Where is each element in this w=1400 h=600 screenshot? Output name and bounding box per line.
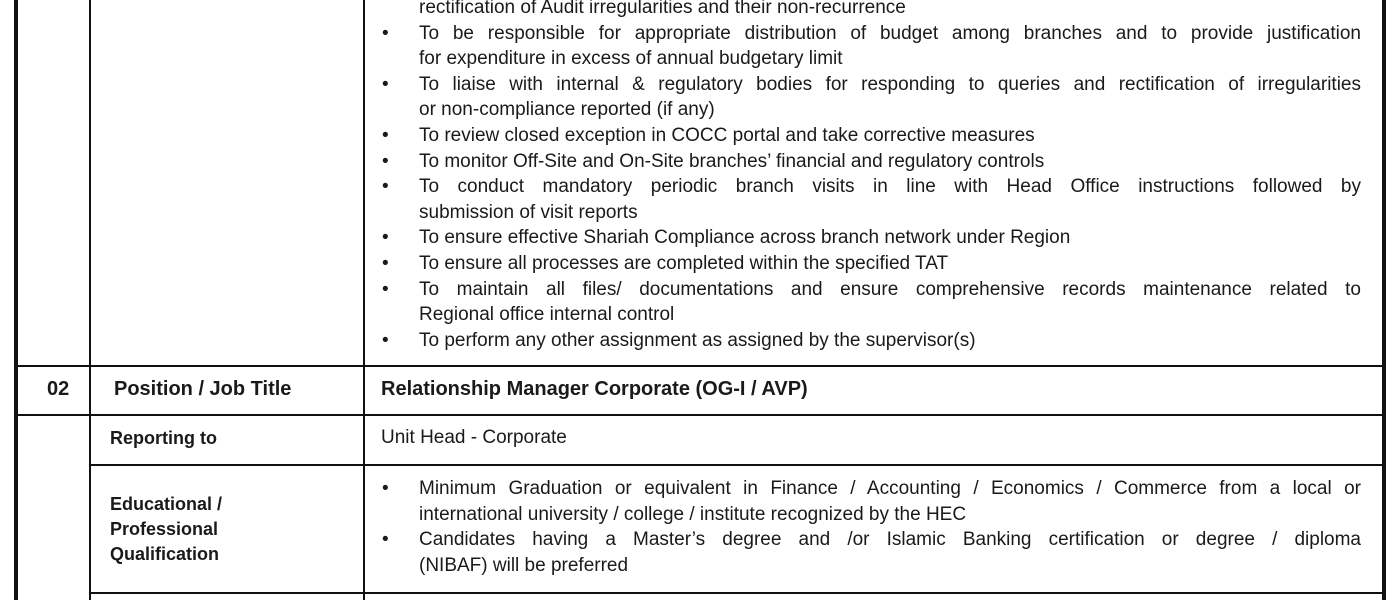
list-item-line: To ensure all processes are completed within the specified TAT — [419, 253, 949, 274]
row-divider-qualification — [89, 592, 1386, 594]
reporting-label: Reporting to — [110, 428, 217, 448]
bullet-icon: • — [382, 478, 389, 499]
list-item-line: (NIBAF) will be preferred — [419, 554, 629, 576]
list-item-line: for expenditure in excess of annual budgetary limit — [419, 48, 843, 70]
section-number: 02 — [47, 378, 70, 400]
row-divider-reporting — [89, 464, 1386, 466]
bullet-icon: • — [382, 176, 389, 198]
bullet-icon: • — [382, 125, 389, 146]
qualification-label-line3: Qualification — [110, 544, 220, 564]
position-value: Relationship Manager Corporate (OG-I / AVP) — [381, 378, 808, 400]
row-divider-section02-top — [14, 365, 1386, 367]
outer-left-border — [14, 0, 18, 600]
col-divider-label — [363, 0, 365, 600]
row-divider-position — [14, 414, 1386, 416]
list-item-line: Regional office internal control — [419, 304, 675, 326]
bullet-icon: • — [382, 150, 389, 172]
reporting-value: Unit Head - Corporate — [381, 427, 567, 448]
bullet-icon: • — [382, 253, 389, 274]
bullet-icon: • — [382, 278, 389, 300]
list-item-line: or non-compliance reported (if any) — [419, 99, 715, 121]
list-item-line: To maintain all files/ documentations and ensure comprehensive records maintenance related to — [419, 278, 1361, 300]
list-item-line: Minimum Graduation or equivalent in Finance / Accounting / Economics / Commerce from a local or — [419, 478, 1361, 499]
bullet-icon: • — [382, 73, 389, 95]
list-item-line: To review closed exception in COCC portal and take corrective measures — [419, 125, 1035, 146]
bullet-icon: • — [382, 529, 389, 550]
list-item-line: To liaise with internal & regulatory bodies for responding to queries and rectification of irregularities — [419, 73, 1361, 95]
bullet-icon: • — [382, 227, 389, 249]
list-item-line: To be responsible for appropriate distribution of budget among branches and to provide justification — [419, 22, 1361, 44]
qualification-label-line2: Professional — [110, 519, 219, 539]
list-item-line: To conduct mandatory periodic branch visits in line with Head Office instructions followed by — [419, 176, 1361, 198]
position-label: Position / Job Title — [114, 378, 292, 400]
list-item-line: rectification of Audit irregularities and their non-recurrence — [419, 0, 906, 18]
list-item-line: To monitor Off-Site and On-Site branches’ financial and regulatory controls — [419, 150, 1045, 172]
bullet-icon: • — [382, 22, 389, 44]
list-item-line: To perform any other assignment as assigned by the supervisor(s) — [419, 329, 976, 351]
list-item-line: To ensure effective Shariah Compliance across branch network under Region — [419, 227, 1071, 249]
qualification-label-line1: Educational / — [110, 494, 223, 514]
list-item-line: Candidates having a Master’s degree and /or Islamic Banking certification or degree / diploma — [419, 529, 1361, 550]
col-divider-number — [89, 0, 91, 600]
bullet-icon: • — [382, 329, 389, 351]
list-item-line: international university / college / institute recognized by the HEC — [419, 503, 967, 525]
list-item-line: submission of visit reports — [419, 201, 638, 223]
outer-right-border — [1382, 0, 1386, 600]
